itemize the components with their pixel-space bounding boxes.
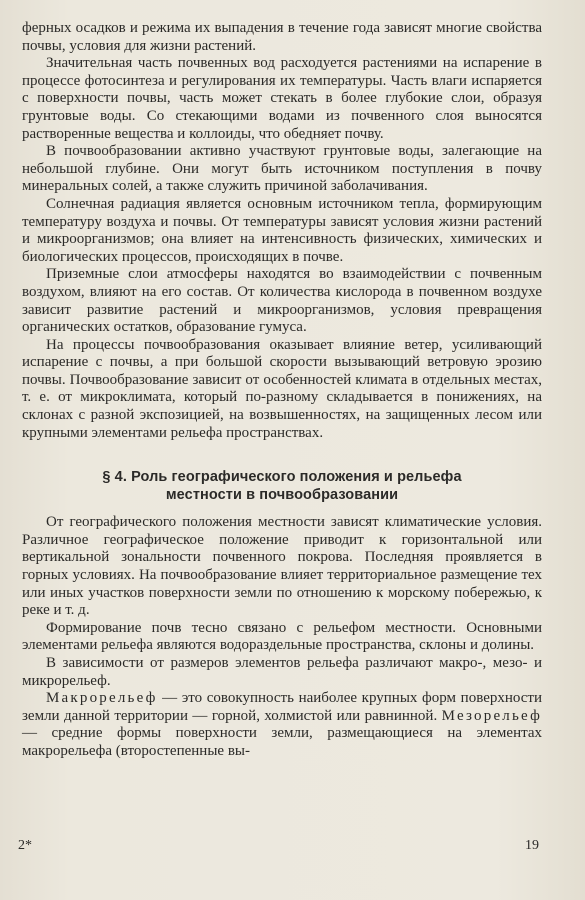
term-definition: — это совокупность наиболее крупных форм поверхности земли данной территории — горной, холмистой или равнинной. [22,690,542,724]
signature-mark: 2* [18,838,32,853]
paragraph: На процессы почвообразования оказывает влияние ветер, усиливающий испарение с почвы, а при большой скорости вызывающий ветровую эрозию почвы. Почвообразование зависит от особенностей климата в отдельных местах, т. е. от микроклимата, который по-разному складывается в понижениях, на склонах с разной экспозицией, на возвышенностях, на защищенных лесом или крупными элементами рельефа пространствах. [22,336,542,441]
page-number: 19 [525,838,539,853]
paragraph: От географического положения местности зависят климатические условия. Различное географическое положение приводит к горизонтальной или вертикальной зональности почвенного покрова. Последняя проявляется в горных условиях. На почвообразование влияет территориальное размещение тех или иных участков поверхности земли по отношению к морскому побережью, к реке и т. д. [22,514,542,619]
term-definition: — средние формы поверхности земли, размещающиеся на элементах макрорельефа (второстепенные вы- [22,725,542,759]
term-mezorelief: Мезорельеф [441,707,542,724]
paragraph: В зависимости от размеров элементов рельефа различают макро-, мезо- и микрорельеф. [22,655,542,689]
paragraph: Значительная часть почвенных вод расходуется растениями на испарение в процессе фотосинтеза и регулирования их температуры. Часть влаги испаряется с поверхности почвы, часть может стекать в более глубокие слои, образуя грунтовые воды. Со стекающими водами из почвенного слоя выносятся растворенные вещества и коллоиды, что обедняет почву. [22,55,542,142]
paragraph: ферных осадков и режима их выпадения в течение года зависят многие свойства почвы, условия для жизни растений. [22,20,542,54]
page-body [22,20,542,761]
section-heading [22,468,542,504]
paragraph: Формирование почв тесно связано с рельефом местности. Основными элементами рельефа являются водораздельные пространства, склоны и долины. [22,619,542,654]
section-heading-line: § 4. Роль географического положения и рельефа [102,469,462,486]
section-heading-line: местности в почвообразовании [165,487,399,504]
paragraph: Солнечная радиация является основным источником тепла, формирующим температуру воздуха и почвы. От температуры зависят условия жизни растений и микроорганизмов; она влияет на интенсивность физических, химических и биологических процессов, происходящих в почве. [22,195,542,265]
paragraph: В почвообразовании активно участвуют грунтовые воды, залегающие на небольшой глубине. Они могут быть источником поступления в почву минеральных солей, а также служить причиной заболачивания. [22,143,542,195]
paragraph: Приземные слои атмосферы находятся во взаимодействии с почвенным воздухом, влияют на его состав. От количества кислорода в почвенном воздухе зависит развитие растений и микроорганизмов, условия превращения органических остатков, образование гумуса. [22,266,542,336]
page-footer [18,838,539,854]
paragraph-relief-terms [22,690,542,760]
term-makrorelief: Макрорельеф [46,690,158,707]
